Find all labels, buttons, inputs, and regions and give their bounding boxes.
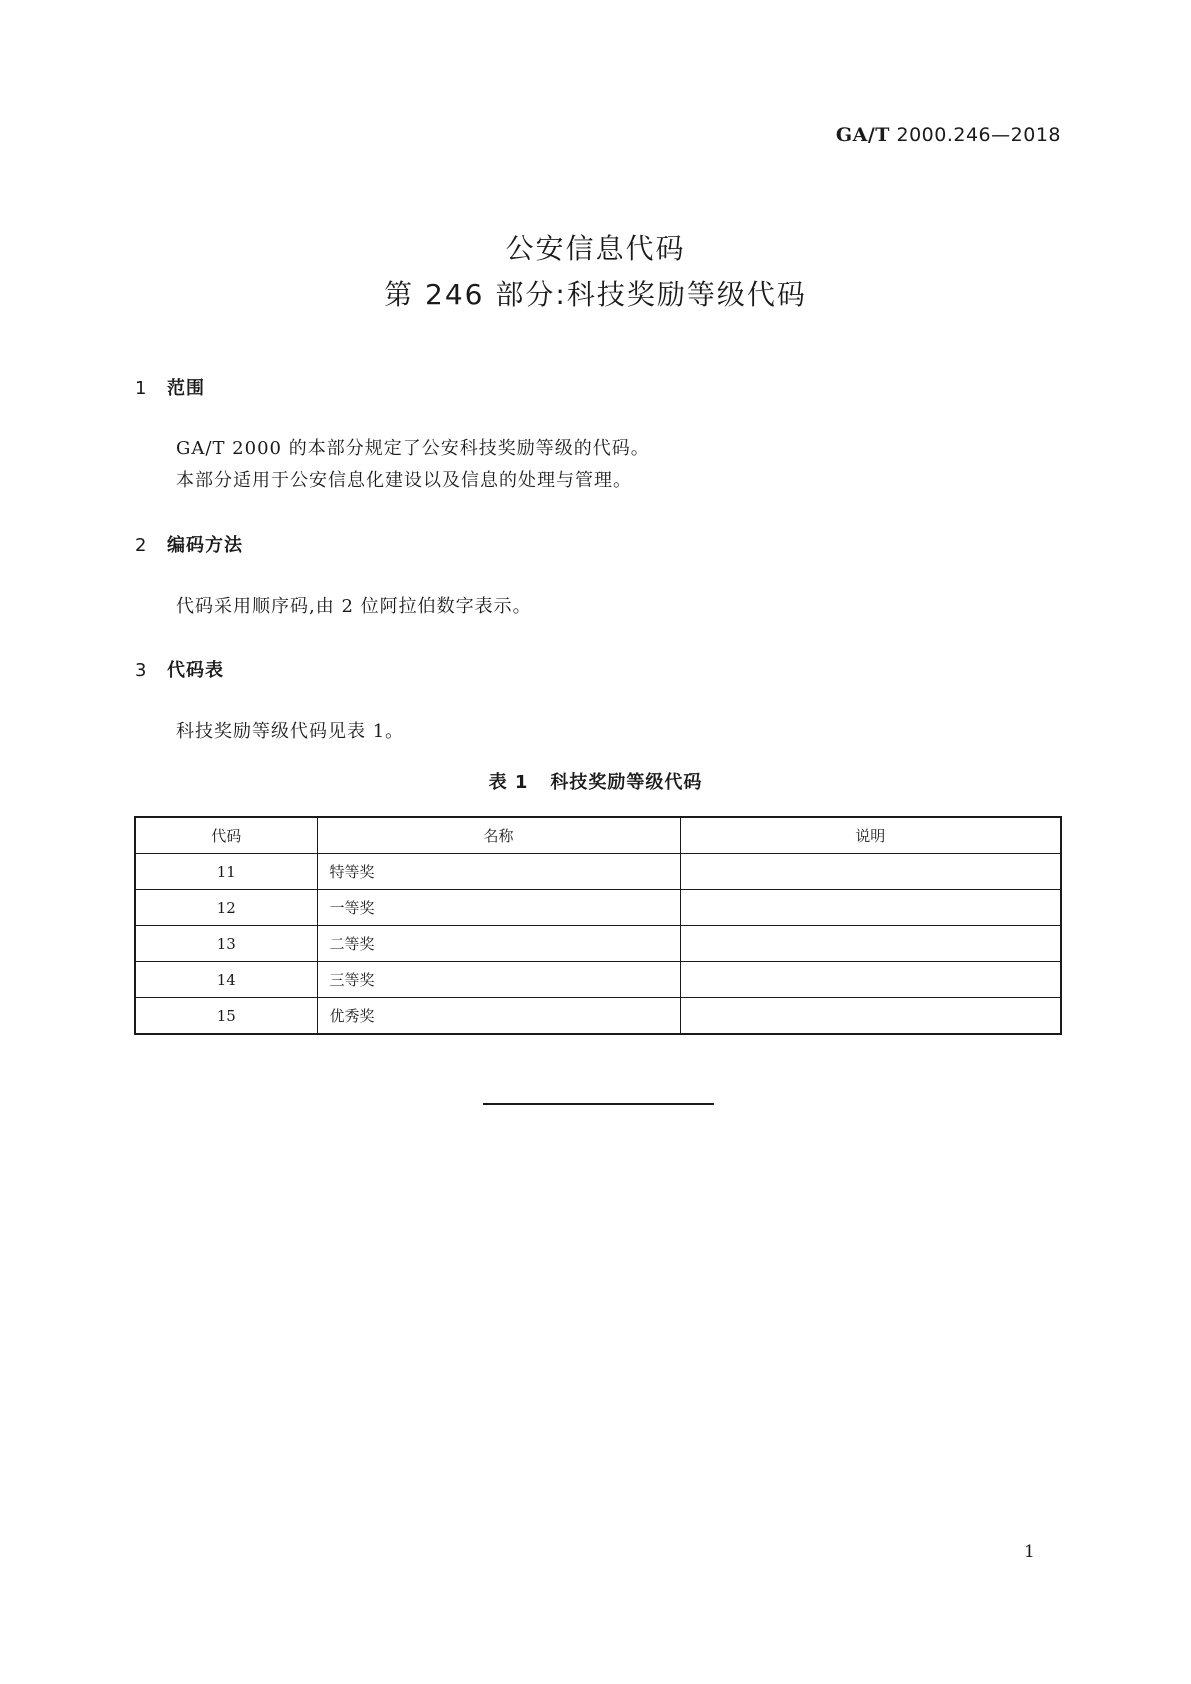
table-row: [135, 890, 1061, 926]
code-table-paragraph: 科技奖励等级代码见表 1。: [176, 721, 405, 742]
table-header-row: [135, 817, 1061, 854]
standard-code: 2000.246—2018: [896, 124, 1061, 146]
header-name: 名称: [317, 817, 680, 854]
end-of-document-rule: [483, 1103, 714, 1105]
section-title: 范围: [167, 378, 205, 399]
header-note: 说明: [680, 817, 1061, 854]
standard-prefix: GA/T: [835, 124, 890, 146]
scope-paragraph-1: GA/T 2000 的本部分规定了公安科技奖励等级的代码。: [176, 438, 650, 459]
cell-name: 二等奖: [317, 926, 680, 962]
standard-number: [836, 124, 1061, 146]
section-title: 代码表: [167, 660, 224, 681]
table-caption: [0, 768, 1191, 794]
cell-code: 13: [135, 926, 317, 962]
cell-note: [680, 854, 1061, 890]
cell-note: [680, 890, 1061, 926]
section-number: 1: [135, 378, 148, 399]
section-number: 2: [135, 535, 148, 556]
cell-name: 三等奖: [317, 962, 680, 998]
cell-code: 15: [135, 998, 317, 1035]
cell-code: 14: [135, 962, 317, 998]
cell-note: [680, 926, 1061, 962]
section-title: 编码方法: [167, 535, 243, 556]
section-heading-coding-method: [135, 531, 243, 557]
section-heading-code-table: [135, 656, 224, 682]
title-line-main: 公安信息代码: [505, 232, 686, 265]
cell-code: 11: [135, 854, 317, 890]
table-row: [135, 998, 1061, 1035]
cell-note: [680, 998, 1061, 1035]
cell-name: 一等奖: [317, 890, 680, 926]
cell-note: [680, 962, 1061, 998]
table-caption-number: 表 1: [488, 772, 529, 793]
section-heading-scope: [135, 374, 205, 400]
cell-name: 特等奖: [317, 854, 680, 890]
scope-paragraph-2: 本部分适用于公安信息化建设以及信息的处理与管理。: [176, 470, 632, 491]
table-row: [135, 926, 1061, 962]
table-row: [135, 854, 1061, 890]
award-level-code-table: [134, 816, 1062, 1035]
header-code: 代码: [135, 817, 317, 854]
coding-method-paragraph: 代码采用顺序码,由 2 位阿拉伯数字表示。: [176, 596, 532, 617]
document-title: [0, 226, 1191, 318]
section-number: 3: [135, 660, 148, 681]
cell-code: 12: [135, 890, 317, 926]
title-line-part: 第 246 部分:科技奖励等级代码: [384, 278, 807, 311]
table-caption-title: 科技奖励等级代码: [550, 772, 703, 793]
page-number: 1: [1024, 1542, 1035, 1562]
cell-name: 优秀奖: [317, 998, 680, 1035]
table-row: [135, 962, 1061, 998]
